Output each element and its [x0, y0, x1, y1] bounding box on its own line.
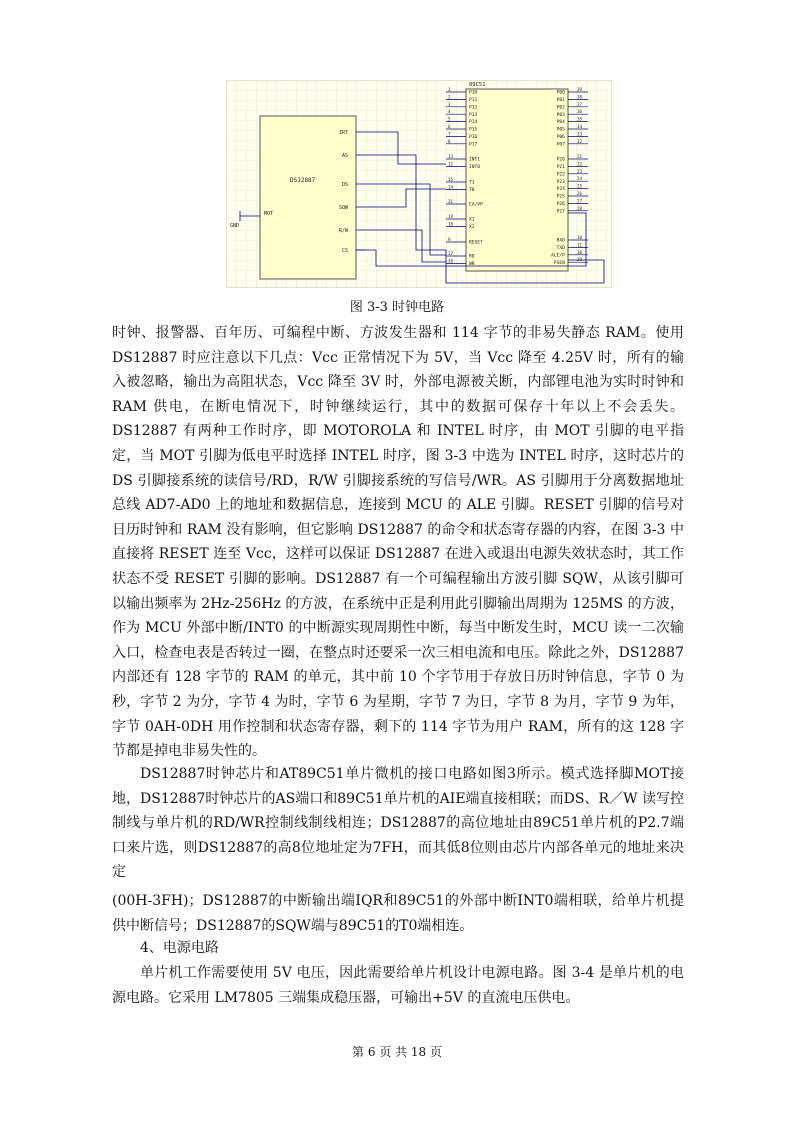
mcu-left-pin-name: P10 [469, 90, 478, 96]
mcu-right-pin-name: P00 [556, 90, 565, 96]
ds12887-pin-label: AS [342, 153, 349, 159]
mcu-right-pin-name: RXD [556, 238, 565, 244]
mcu-left-pin-number: 1 [448, 87, 451, 92]
mcu-right-pin-name: P01 [556, 98, 565, 103]
mcu-right-pin-number: 21 [577, 154, 583, 159]
mcu-left-pin-name: INT0 [469, 165, 481, 170]
mcu-left-pin-name: T0 [469, 188, 475, 193]
mcu-left-pin-number: 9 [448, 237, 451, 242]
ds12887-chip [260, 116, 356, 279]
mcu-left-pin-name: WR [469, 262, 475, 267]
mcu-right-pin-number: 27 [577, 198, 583, 204]
mcu-left-pin-name: P16 [469, 135, 478, 140]
mcu-right-pin-name: P23 [556, 179, 565, 185]
paragraph-interrupt-connection: (00H-3FH)；DS12887的中断输出端IQR和89C51的外部中断INT0端相联，给单片机提供中断信号；DS12887的SQW端与89C51的T0端相连。 [112, 893, 684, 934]
mcu-left-pin-number: 7 [448, 131, 451, 137]
paragraph-power-circuit: 单片机工作需要使用 5V 电压，因此需要给单片机设计电源电路。图 3-4 是单片机的电源电路。它采用 LM7805 三端集成稳压器，可输出+5V 的直流电压供电。 [112, 965, 684, 1006]
mcu-right-pin-name: P21 [556, 165, 565, 170]
mcu-left-pin-name: RD [469, 254, 475, 260]
mcu-left-pin-name: INT1 [469, 157, 481, 163]
mcu-left-pin-number: 18 [448, 221, 454, 227]
mcu-left-pin-name: P13 [469, 112, 478, 118]
mcu-right-pin-number: 30 [577, 249, 583, 255]
mcu-right-pin-number: 33 [577, 131, 583, 137]
mcu-chip-name: 89C51 [469, 82, 486, 88]
mcu-left-pin-name: X1 [469, 217, 475, 223]
paragraph-interface-circuit: DS12887时钟芯片和AT89C51单片微机的接口电路如图3所示。模式选择脚MOT接地，DS12887时钟芯片的AS端口和89C51单片机的AIE端直接相联；而DS、R／W 读写控制线与单片机的RD/WR控制线制线相连；DS12887的高位地址由89C51单片机的P2.7端口来片选，则DS12887的高8位地址定为7FH，而其低8位则由芯片内部各单元的地址来决定 [112, 766, 684, 881]
mcu-left-pin-number: 2 [448, 94, 451, 100]
figure-caption: 图 3-3 时钟电路 [349, 300, 445, 315]
mcu-left-pin-number: 12 [448, 161, 454, 167]
mcu-left-pin-name: P14 [469, 120, 478, 126]
mcu-right-pin-name: P25 [556, 194, 565, 200]
paragraph-ds12887-description: 时钟、报警器、百年历、可编程中断、方波发生器和 114 字节的非易失静态 RAM。使用 DS12887 时应注意以下几点：Vcc 正常情况下为 5V，当 Vcc 降至 4.25V 时，所有的输入被忽略，输出为高阻状态，Vcc 降至 3V 时，外部电源被关断，内部锂电池为实时时钟和 RAM 供电，在断电情况下，时钟继续运行，其中的数据可保存十年以上不会丢失。DS12887 有两种工作时序，即 MOTOROLA 和 INTEL 时序，由 MOT 引脚的电平指定，当 MOT 引脚为低电平时选择 INTEL 时序，图 3-3 中选为 INTEL 时序，这时芯片的 DS 引脚接系统的读信号/RD，R/W 引脚接系统的写信号/WR。AS 引脚用于分离数据地址总线 AD7-AD0 上的地址和数据信息，连接到 MCU 的 ALE 引脚。RESET 引脚的信号对日历时钟和 RAM 没有影响，但它影响 DS12887 的命令和状态寄存器的内容，在图 3-3 中直接将 RESET 连至 Vcc，这样可以保证 DS12887 在进入或退出电源失效状态时，其工作状态不受 RESET 引脚的影响。DS12887 有一个可编程输出方波引脚 SQW，从该引脚可以输出频率为 2Hz-256Hz 的方波，在系统中正是利用此引脚输出周期为 125MS 的方波，作为 MCU 外部中断/INT0 的中断源实现周期性中断，每当中断发生时，MCU 读一二次输入口，检查电表是否转过一圈，在整点时还要采一次三相电流和电压。除此之外，DS12887 内部还有 128 字节的 RAM 的单元，其中前 10 个字节用于存放日历时钟信息，字节 0 为秒，字节 2 为分，字节 4 为时，字节 6 为星期，字节 7 为日，字节 8 为月，字节 9 为年，字节 0AH-0DH 用作控制和状态寄存器，剩下的 114 字节为用户 RAM，所有的这 128 字节都是掉电非易失性的。 [112, 325, 684, 760]
gnd-label: GND [230, 223, 240, 229]
clock-circuit-schematic [226, 80, 612, 288]
mcu-right-pin-name: P20 [556, 157, 565, 163]
mcu-left-pin-name: X2 [469, 225, 475, 230]
ds12887-pin-mot: MOT [264, 211, 274, 217]
mcu-right-pin-number: 29 [577, 257, 583, 263]
mcu-left-pin-name: P12 [469, 105, 478, 111]
mcu-right-pin-number: 10 [577, 235, 583, 240]
ds12887-pin-label: DS [342, 182, 349, 188]
mcu-left-pin-number: 16 [448, 258, 454, 264]
mcu-right-pin-number: 24 [577, 176, 583, 182]
mcu-left-pin-number: 3 [448, 101, 451, 107]
ds12887-pin-label: SQW [339, 205, 349, 211]
mcu-right-pin-name: P26 [556, 202, 565, 207]
mcu-left-pin-number: 5 [448, 116, 451, 122]
mcu-left-pin-number: 15 [448, 177, 454, 182]
mcu-right-pin-number: 34 [577, 124, 583, 129]
mcu-right-pin-name: P27 [556, 209, 565, 215]
mcu-right-pin-name: P02 [556, 105, 565, 111]
mcu-right-pin-name: P04 [556, 120, 565, 126]
mcu-right-pin-number: 11 [577, 242, 583, 248]
mcu-right-pin-name: PSEN [553, 260, 565, 266]
mcu-right-pin-number: 23 [577, 168, 583, 174]
ds12887-pin-label: IRT [339, 130, 349, 136]
mcu-right-pin-name: P06 [556, 135, 565, 140]
mcu-left-pin-number: 19 [448, 214, 454, 219]
mcu-right-pin-name: P07 [556, 142, 565, 148]
mcu-right-pin-number: 22 [577, 161, 583, 167]
mcu-left-pin-name: P11 [469, 98, 478, 103]
mcu-right-pin-number: 26 [577, 191, 583, 196]
mcu-right-pin-number: 39 [577, 87, 583, 92]
mcu-right-pin-number: 25 [577, 183, 583, 189]
mcu-right-pin-number: 36 [577, 109, 583, 115]
mcu-right-pin-name: P22 [556, 172, 565, 178]
mcu-right-pin-name: P03 [556, 112, 565, 118]
ds12887-pin-label: CS [342, 248, 349, 254]
mcu-left-pin-number: 4 [448, 109, 451, 115]
mcu-right-pin-number: 35 [577, 116, 583, 122]
ds12887-chip-name: DS12887 [290, 177, 316, 184]
mcu-right-pin-number: 38 [577, 94, 583, 100]
page-footer: 第 6 页 共 18 页 [352, 1045, 442, 1059]
mcu-right-pin-number: 32 [577, 138, 583, 144]
mcu-left-pin-number: 13 [448, 154, 454, 159]
mcu-right-pin-name: P24 [556, 187, 565, 193]
mcu-left-pin-number: 14 [448, 184, 454, 190]
mcu-right-pin-name: TXD [556, 246, 565, 251]
mcu-right-pin-number: 37 [577, 101, 583, 107]
mcu-right-pin-number: 28 [577, 205, 583, 211]
mcu-left-pin-number: 6 [448, 124, 451, 129]
mcu-right-pin-name: P05 [556, 127, 565, 133]
mcu-right-pin-name: ALE/P [551, 253, 565, 259]
mcu-left-pin-name: P17 [469, 142, 478, 148]
mcu-left-pin-name: RESET [469, 240, 483, 246]
mcu-left-pin-number: 8 [448, 138, 451, 144]
ds12887-pin-label: R/W [339, 228, 349, 234]
mcu-left-pin-name: EA/VP [469, 202, 483, 208]
mcu-left-pin-name: P15 [469, 127, 478, 133]
section-heading-power-circuit: 4、电源电路 [140, 940, 219, 956]
mcu-left-pin-name: T1 [469, 180, 475, 186]
mcu-left-pin-number: 17 [448, 251, 454, 256]
mcu-left-pin-number: 31 [448, 199, 454, 204]
